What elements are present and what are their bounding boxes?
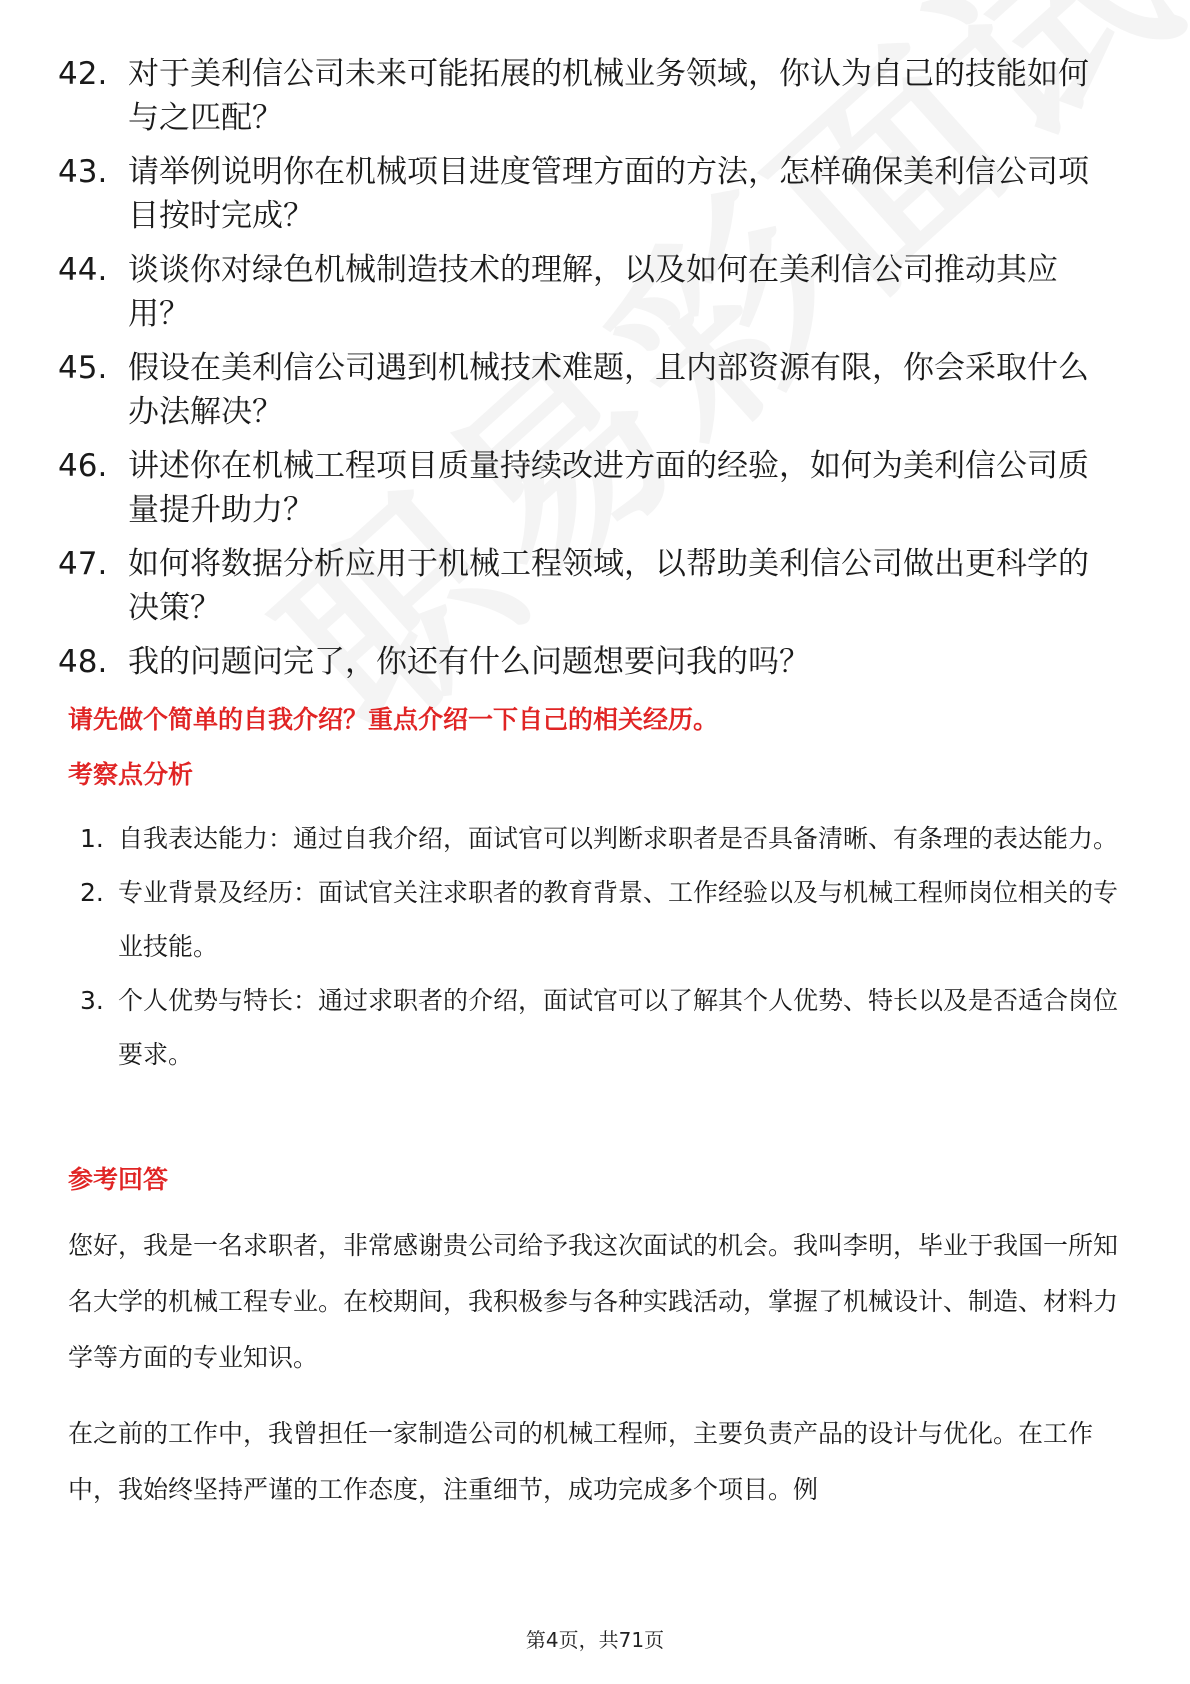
question-number: 47. [58, 546, 108, 582]
answer-paragraph: 在之前的工作中，我曾担任一家制造公司的机械工程师，主要负责产品的设计与优化。在工作中，我始终坚持严谨的工作态度，注重细节，成功完成多个项目。例 [68, 1419, 1094, 1504]
point-text: 个人优势与特长：通过求职者的介绍，面试官可以了解其个人优势、特长以及是否适合岗位要求。 [118, 986, 1119, 1069]
question-text: 谈谈你对绿色机械制造技术的理解，以及如何在美利信公司推动其应用？ [128, 252, 1058, 332]
question-number: 44. [58, 252, 108, 288]
question-title: 请先做个简单的自我介绍？重点介绍一下自己的相关经历。 [68, 705, 719, 734]
point-text: 自我表达能力：通过自我介绍，面试官可以判断求职者是否具备清晰、有条理的表达能力。 [118, 824, 1119, 853]
question-text: 我的问题问完了，你还有什么问题想要问我的吗？ [128, 644, 810, 680]
answer-title: 参考回答 [68, 1165, 169, 1194]
point-number: 3. [80, 986, 104, 1015]
list-item [58, 52, 1118, 140]
question-text: 对于美利信公司未来可能拓展的机械业务领域，你认为自己的技能如何与之匹配？ [128, 56, 1089, 136]
list-item [58, 444, 1118, 532]
list-item [58, 150, 1118, 238]
question-text: 请举例说明你在机械项目进度管理方面的方法，怎样确保美利信公司项目按时完成？ [128, 154, 1089, 234]
list-item [58, 248, 1118, 336]
list-item [58, 346, 1118, 434]
question-text: 假设在美利信公司遇到机械技术难题，且内部资源有限，你会采取什么办法解决？ [128, 350, 1089, 430]
question-number: 45. [58, 350, 108, 386]
question-text: 如何将数据分析应用于机械工程领域，以帮助美利信公司做出更科学的决策？ [128, 546, 1089, 626]
analysis-points [80, 812, 1120, 1082]
question-text: 讲述你在机械工程项目质量持续改进方面的经验，如何为美利信公司质量提升助力？ [128, 448, 1089, 528]
answer-paragraph: 您好，我是一名求职者，非常感谢贵公司给予我这次面试的机会。我叫李明，毕业于我国一所知名大学的机械工程专业。在校期间，我积极参与各种实践活动，掌握了机械设计、制造、材料力学等方面的专业知识。 [68, 1231, 1119, 1372]
question-list [58, 52, 1118, 694]
analysis-title: 考察点分析 [68, 760, 194, 789]
question-number: 48. [58, 644, 108, 680]
question-number: 46. [58, 448, 108, 484]
question-number: 42. [58, 56, 108, 92]
question-number: 43. [58, 154, 108, 190]
list-item [80, 812, 1120, 866]
list-item [58, 542, 1118, 630]
list-item [80, 866, 1120, 974]
list-item [58, 640, 1118, 684]
page-footer: 第4页，共71页 [525, 1628, 665, 1652]
point-text: 专业背景及经历：面试官关注求职者的教育背景、工作经验以及与机械工程师岗位相关的专业技能。 [118, 878, 1119, 961]
list-item [80, 974, 1120, 1082]
point-number: 2. [80, 878, 104, 907]
point-number: 1. [80, 824, 104, 853]
